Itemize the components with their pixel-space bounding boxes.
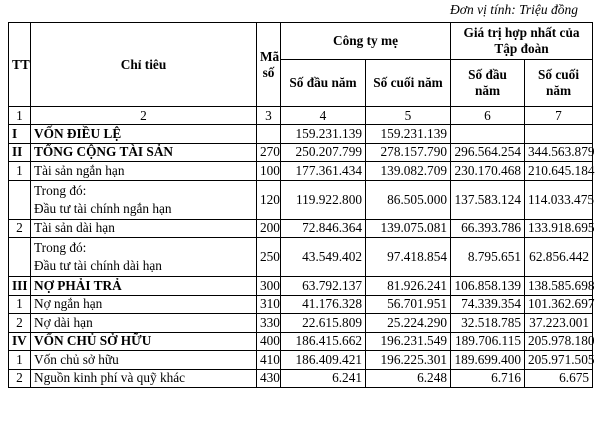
- row-value-1: 250.207.799: [281, 143, 366, 162]
- table-row: [9, 238, 593, 277]
- row-tt: 2: [9, 219, 31, 238]
- row-label-line1: Trong đó:: [34, 182, 87, 198]
- row-value-1: 63.792.137: [281, 277, 366, 296]
- table-row: [9, 332, 593, 351]
- unit-label: Đơn vị tính: Triệu đồng: [450, 2, 578, 17]
- col-number: 5: [366, 107, 451, 125]
- row-value-4: 6.675: [525, 369, 593, 388]
- row-label: VỐN ĐIỀU LỆ: [31, 125, 257, 144]
- row-ma-so: 120: [257, 180, 281, 219]
- row-value-3: 137.583.124: [451, 180, 525, 219]
- row-ma-so: 300: [257, 277, 281, 296]
- col-number: 3: [257, 107, 281, 125]
- row-label: NỢ PHẢI TRẢ: [31, 277, 257, 296]
- row-value-1: 186.409.421: [281, 351, 366, 370]
- row-value-3: [451, 125, 525, 144]
- row-value-3: 66.393.786: [451, 219, 525, 238]
- row-tt: IV: [9, 332, 31, 351]
- row-value-3: 189.706.115: [451, 332, 525, 351]
- row-ma-so: 100: [257, 162, 281, 181]
- col-number: 6: [451, 107, 525, 125]
- header-chi-tieu: Chỉ tiêu: [31, 23, 257, 107]
- row-ma-so: 200: [257, 219, 281, 238]
- row-value-4: 205.978.180: [525, 332, 593, 351]
- table-row: [9, 295, 593, 314]
- row-value-2: 25.224.290: [366, 314, 451, 333]
- row-label-line2: Đầu tư tài chính dài hạn: [34, 258, 162, 273]
- row-ma-so: 430: [257, 369, 281, 388]
- row-value-1: 43.549.402: [281, 238, 366, 277]
- column-number-row: [9, 107, 593, 125]
- row-value-1: 6.241: [281, 369, 366, 388]
- row-value-3: 106.858.139: [451, 277, 525, 296]
- row-tt: 1: [9, 351, 31, 370]
- header-so-dau-nam: Số đầu năm: [281, 60, 366, 107]
- row-value-4: 205.971.505: [525, 351, 593, 370]
- row-label: Tài sản dài hạn: [31, 219, 257, 238]
- header-tap-doan: Giá trị hợp nhất của Tập đoàn: [451, 23, 593, 60]
- row-value-4: 37.223.001: [525, 314, 593, 333]
- row-ma-so: [257, 125, 281, 144]
- row-value-2: 81.926.241: [366, 277, 451, 296]
- row-ma-so: 330: [257, 314, 281, 333]
- row-tt: 1: [9, 295, 31, 314]
- row-value-1: 119.922.800: [281, 180, 366, 219]
- row-ma-so: 400: [257, 332, 281, 351]
- row-ma-so: 270: [257, 143, 281, 162]
- col-number: 4: [281, 107, 366, 125]
- table-row: [9, 180, 593, 219]
- row-value-1: 22.615.809: [281, 314, 366, 333]
- row-value-2: 97.418.854: [366, 238, 451, 277]
- row-label: Vốn chủ sở hữu: [31, 351, 257, 370]
- header-cong-ty-me: Công ty mẹ: [281, 23, 451, 60]
- row-value-2: 278.157.790: [366, 143, 451, 162]
- row-value-1: 186.415.662: [281, 332, 366, 351]
- row-label: Nợ ngắn hạn: [31, 295, 257, 314]
- row-ma-so: 310: [257, 295, 281, 314]
- row-value-4: 210.645.184: [525, 162, 593, 181]
- row-value-2: 139.082.709: [366, 162, 451, 181]
- header-so-cuoi-nam: Số cuối năm: [366, 60, 451, 107]
- row-value-3: 6.716: [451, 369, 525, 388]
- row-label: Nguồn kinh phí và quỹ khác: [31, 369, 257, 388]
- row-label: Nợ dài hạn: [31, 314, 257, 333]
- header-so-dau-nam-tap-doan: Số đầu năm: [451, 60, 525, 107]
- financial-table: [8, 22, 593, 388]
- row-value-1: 72.846.364: [281, 219, 366, 238]
- row-tt: II: [9, 143, 31, 162]
- row-label: [31, 180, 257, 219]
- row-value-4: [525, 125, 593, 144]
- row-value-1: 159.231.139: [281, 125, 366, 144]
- row-value-2: 86.505.000: [366, 180, 451, 219]
- row-tt: 1: [9, 162, 31, 181]
- row-label: Tài sản ngắn hạn: [31, 162, 257, 181]
- row-tt: 2: [9, 314, 31, 333]
- table-row: [9, 125, 593, 144]
- table-row: [9, 277, 593, 296]
- row-tt: I: [9, 125, 31, 144]
- row-tt: III: [9, 277, 31, 296]
- row-value-4: 344.563.879: [525, 143, 593, 162]
- row-tt: [9, 238, 31, 277]
- row-value-4: 114.033.475: [525, 180, 593, 219]
- row-value-2: 159.231.139: [366, 125, 451, 144]
- row-label-line2: Đầu tư tài chính ngắn hạn: [34, 200, 172, 216]
- row-value-2: 6.248: [366, 369, 451, 388]
- col-number: 7: [525, 107, 593, 125]
- row-label: VỐN CHỦ SỞ HỮU: [31, 332, 257, 351]
- row-tt: 2: [9, 369, 31, 388]
- row-value-3: 230.170.468: [451, 162, 525, 181]
- row-value-2: 196.225.301: [366, 351, 451, 370]
- row-value-1: 177.361.434: [281, 162, 366, 181]
- row-value-3: 32.518.785: [451, 314, 525, 333]
- row-value-4: 101.362.697: [525, 295, 593, 314]
- row-value-4: 62.856.442: [525, 238, 593, 277]
- header-so-cuoi-nam-tap-doan: Số cuối năm: [525, 60, 593, 107]
- row-label: TỔNG CỘNG TÀI SẢN: [31, 143, 257, 162]
- row-value-2: 196.231.549: [366, 332, 451, 351]
- table-row: [9, 314, 593, 333]
- table-row: [9, 351, 593, 370]
- col-number: 2: [31, 107, 257, 125]
- row-value-4: 138.585.698: [525, 277, 593, 296]
- row-value-3: 296.564.254: [451, 143, 525, 162]
- row-value-4: 133.918.695: [525, 219, 593, 238]
- row-ma-so: 410: [257, 351, 281, 370]
- row-value-1: 41.176.328: [281, 295, 366, 314]
- table-row: [9, 369, 593, 388]
- row-value-2: 56.701.951: [366, 295, 451, 314]
- row-value-3: 189.699.400: [451, 351, 525, 370]
- row-label-line1: Trong đó:: [34, 240, 87, 255]
- table-row: [9, 143, 593, 162]
- row-value-3: 8.795.651: [451, 238, 525, 277]
- header-tt: TT: [9, 23, 31, 107]
- row-value-2: 139.075.081: [366, 219, 451, 238]
- table-row: [9, 162, 593, 181]
- col-number: 1: [9, 107, 31, 125]
- row-tt: [9, 180, 31, 219]
- header-ma-so: Mã số: [257, 23, 281, 107]
- row-label: [31, 238, 257, 277]
- row-ma-so: 250: [257, 238, 281, 277]
- row-value-3: 74.339.354: [451, 295, 525, 314]
- table-row: [9, 219, 593, 238]
